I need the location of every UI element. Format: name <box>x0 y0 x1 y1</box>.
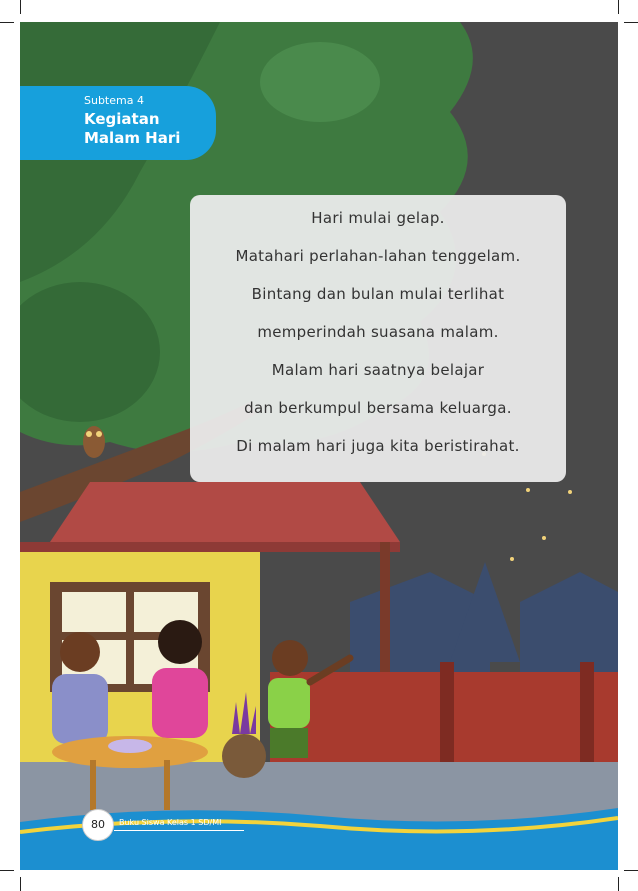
crop-mark <box>618 877 619 891</box>
book-page <box>20 22 618 870</box>
crop-mark <box>20 0 21 14</box>
father-figure <box>52 632 108 744</box>
poem-line: Hari mulai gelap. <box>311 209 445 227</box>
poem-line: dan berkumpul bersama keluarga. <box>244 399 512 417</box>
crop-mark <box>624 22 638 23</box>
owl <box>83 426 105 458</box>
page-number: 80 <box>82 809 114 841</box>
poem-line: Matahari perlahan-lahan tenggelam. <box>235 247 521 265</box>
crop-mark <box>0 22 14 23</box>
crop-mark <box>618 0 619 14</box>
poem-box <box>190 195 566 482</box>
mother-figure <box>152 620 208 738</box>
subtheme-label: Subtema 4 <box>84 94 144 107</box>
poem-line: Di malam hari juga kita beristirahat. <box>236 437 520 455</box>
footer-wave <box>20 802 618 870</box>
poem-line: memperindah suasana malam. <box>257 323 499 341</box>
book-title-underline <box>114 830 244 831</box>
poem-line: Malam hari saatnya belajar <box>271 361 485 379</box>
subtheme-tab <box>20 86 216 160</box>
poem-line: Bintang dan bulan mulai terlihat <box>251 285 505 303</box>
crop-mark <box>0 870 14 871</box>
book-title: Buku Siswa Kelas 1 SD/MI <box>119 818 222 827</box>
subtheme-title: Kegiatan Malam Hari <box>84 110 181 147</box>
crop-mark <box>20 877 21 891</box>
crop-mark <box>624 870 638 871</box>
